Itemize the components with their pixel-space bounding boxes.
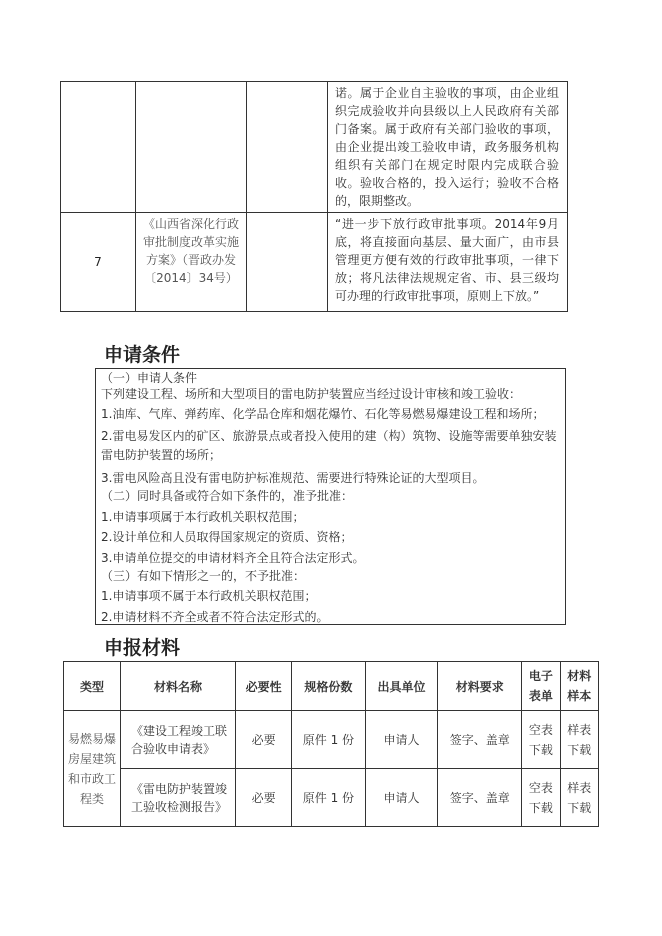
condition-line: 2.雷电易发区内的矿区、旅游景点或者投入使用的建（构）筑物、设施等需要单独安装雷电防护装置的场所；: [101, 429, 557, 462]
materials-heading: 申报材料: [104, 637, 181, 659]
header-necessity: 必要性: [236, 662, 292, 711]
basis-cell-text: [328, 82, 568, 213]
condition-line: 3.雷电风险高且没有雷电防护标准规范、需要进行特殊论证的大型项目。: [101, 471, 485, 485]
material-issuer: 申请人: [365, 769, 438, 827]
material-copies: 原件 1 份: [292, 711, 366, 769]
material-copies: 原件 1 份: [292, 769, 366, 827]
material-requirement: 签字、盖章: [438, 769, 522, 827]
materials-table: [63, 661, 599, 827]
conditions-box: [95, 368, 566, 625]
material-name: 《建设工程竣工联合验收申请表》: [121, 711, 236, 769]
header-copies: 规格份数: [292, 662, 366, 711]
condition-line: （二）同时具备或符合如下条件的，准予批准：: [101, 489, 354, 503]
condition-line: 2.申请材料不齐全或者不符合法定形式的。: [101, 610, 329, 624]
header-eform: 电子表单: [522, 662, 560, 711]
table-row: [64, 769, 599, 827]
condition-line: 下列建设工程、场所和大型项目的雷电防护装置应当经过设计审核和竣工验收：: [101, 387, 522, 401]
basis-row2-text: “进一步下放行政审批事项。2014年9月底，将直接面向基层、量大面广，由市县管理更方便有效的行政审批事项，一律下放；将凡法律法规规定省、市、县三级均可办理的行政审批事项，原则上下放。”: [335, 217, 559, 303]
material-name: 《雷电防护装置竣工验收检测报告》: [121, 769, 236, 827]
basis-cell-doc: [136, 213, 247, 312]
material-issuer: 申请人: [365, 711, 438, 769]
eform-download-link[interactable]: 空表下载: [522, 769, 560, 827]
basis-cell-empty: [247, 213, 328, 312]
condition-line: 1.申请事项属于本行政机关职权范围；: [101, 510, 305, 524]
basis-row2-doc: 《山西省深化行政审批制度改革实施方案》（晋政办发〔2014〕34号）: [142, 217, 239, 285]
material-necessity: 必要: [236, 769, 292, 827]
basis-cell-no: [61, 82, 136, 213]
basis-cell-doc: [136, 82, 247, 213]
table-header-row: [64, 662, 599, 711]
condition-line: （一）申请人条件: [101, 371, 198, 385]
sample-download-link[interactable]: 样表下载: [560, 711, 598, 769]
conditions-heading: 申请条件: [104, 344, 181, 366]
material-requirement: 签字、盖章: [438, 711, 522, 769]
condition-line: 3.申请单位提交的申请材料齐全且符合法定形式。: [101, 551, 365, 565]
header-requirement: 材料要求: [438, 662, 522, 711]
basis-table: [60, 81, 568, 312]
material-necessity: 必要: [236, 711, 292, 769]
table-row: [64, 711, 599, 769]
basis-cell-text: [328, 213, 568, 312]
header-name: 材料名称: [121, 662, 236, 711]
basis-row1-text: 诺。属于企业自主验收的事项，由企业组织完成验收并向县级以上人民政府有关部门备案。属于政府有关部门验收的事项，由企业提出竣工验收申请，政务服务机构组织有关部门在规定时限内完成联合验收。验收合格的，投入运行；验收不合格的，限期整改。: [335, 86, 559, 208]
condition-line: 1.油库、气库、弹药库、化学品仓库和烟花爆竹、石化等易燃易爆建设工程和场所；: [101, 407, 545, 421]
condition-line: 2.设计单位和人员取得国家规定的资质、资格；: [101, 530, 353, 544]
condition-line: （三）有如下情形之一的，不予批准：: [101, 569, 306, 583]
header-sample: 材料样本: [560, 662, 598, 711]
material-category: 易燃易爆房屋建筑和市政工程类: [64, 711, 121, 827]
table-row: [61, 213, 568, 312]
eform-download-link[interactable]: 空表下载: [522, 711, 560, 769]
sample-download-link[interactable]: 样表下载: [560, 769, 598, 827]
header-issuer: 出具单位: [365, 662, 438, 711]
basis-row2-no: 7: [61, 213, 136, 312]
header-type: 类型: [64, 662, 121, 711]
table-row: [61, 82, 568, 213]
condition-line: 1.申请事项不属于本行政机关职权范围；: [101, 589, 317, 603]
basis-cell-empty: [247, 82, 328, 213]
